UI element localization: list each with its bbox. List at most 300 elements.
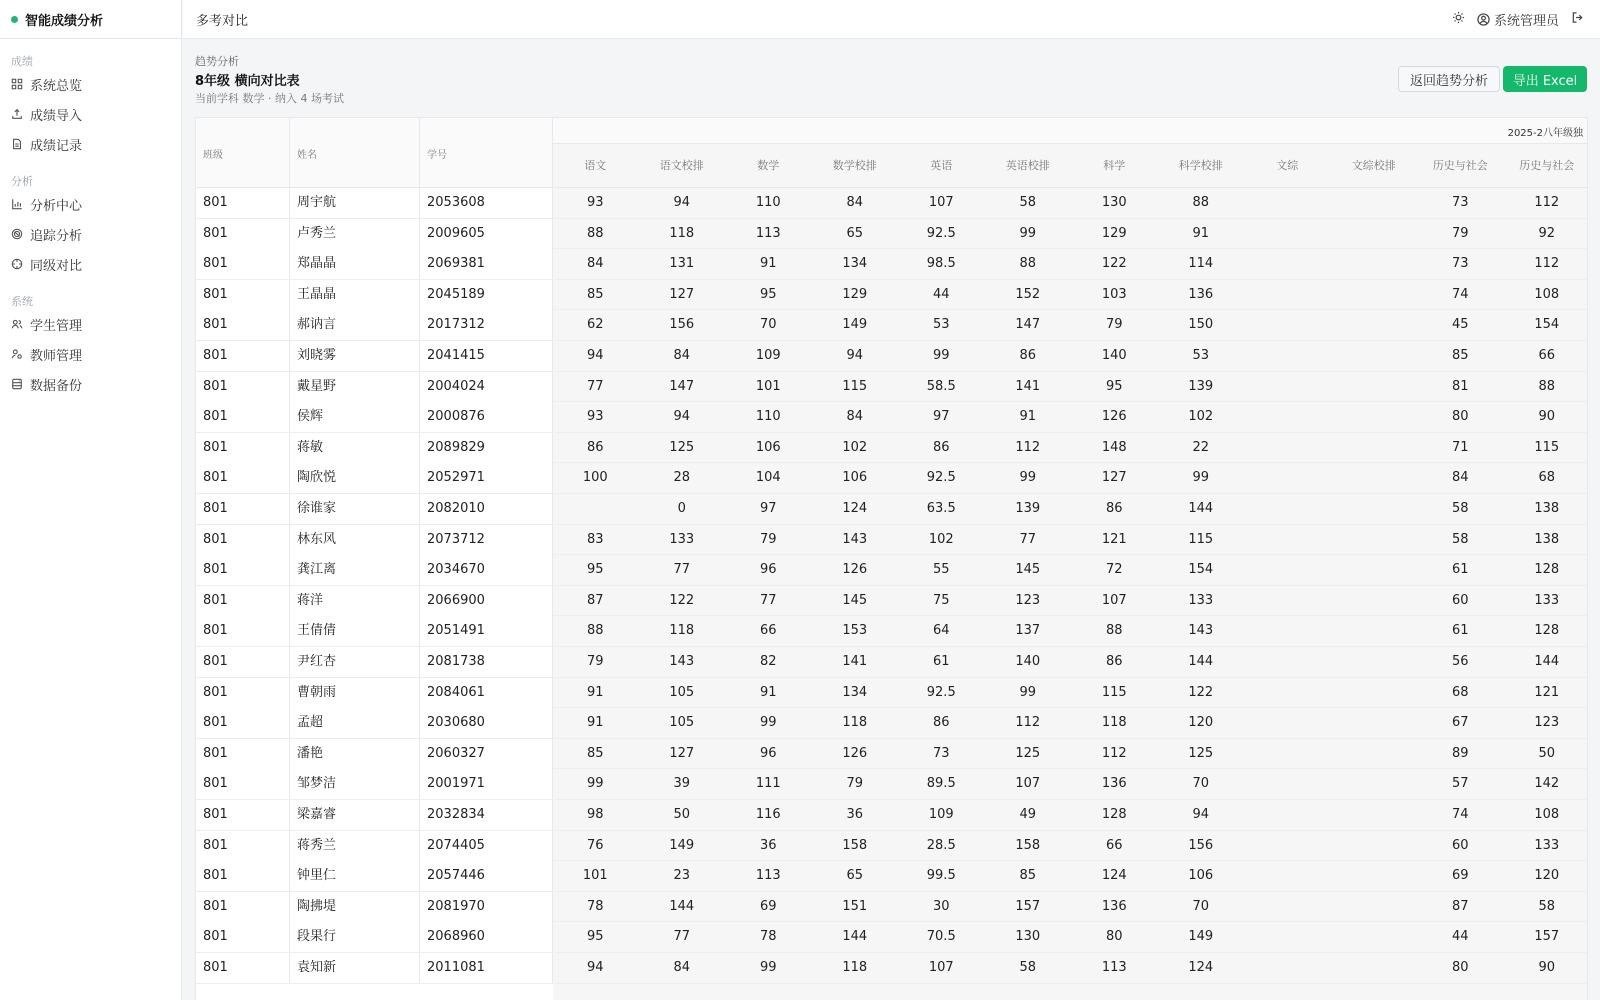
score-cell: 77 (586, 378, 604, 394)
column-header[interactable]: 语文校排 (639, 144, 726, 188)
table-row[interactable] (196, 892, 1588, 923)
theme-toggle-icon[interactable] (1452, 11, 1465, 28)
name-cell: 曹朝雨 (290, 678, 420, 708)
score-cell: 125 (1188, 745, 1214, 761)
score-cell: 109 (928, 807, 954, 822)
score-cell: 58 (1451, 531, 1469, 547)
sidebar-item[interactable] (0, 309, 181, 339)
student-id-cell: 2081970 (420, 892, 553, 922)
score-cell: 122 (1101, 256, 1127, 272)
score-cell: 101 (755, 378, 781, 394)
score-cell: 134 (842, 684, 868, 700)
name-cell: 袁知新 (290, 953, 420, 983)
score-cell (1331, 188, 1418, 218)
score-cell: 79 (846, 776, 864, 792)
score-cell (1244, 769, 1331, 799)
score-cell (1244, 310, 1331, 340)
class-cell: 801 (196, 892, 290, 922)
topbar-actions (1452, 0, 1584, 39)
column-header[interactable]: 英语 (898, 144, 985, 188)
score-cell: 96 (759, 745, 777, 761)
score-cell: 95 (586, 929, 604, 945)
column-header[interactable]: 文综校排 (1331, 144, 1418, 188)
score-cell: 88 (1105, 623, 1123, 639)
score-cell: 86 (586, 439, 604, 455)
nav-section-label: 系统 (11, 295, 33, 308)
score-cell: 157 (1015, 898, 1041, 914)
user-icon (1477, 13, 1490, 26)
column-header[interactable]: 历史与社会 (1504, 144, 1589, 188)
table-row[interactable] (196, 953, 1588, 984)
class-cell: 801 (196, 402, 290, 432)
name-cell: 段果行 (290, 922, 420, 952)
score-cell: 145 (1015, 562, 1041, 578)
score-cell: 120 (1188, 715, 1214, 731)
sidebar-item[interactable] (0, 129, 181, 159)
score-cell: 112 (1015, 715, 1041, 731)
score-cell (1331, 525, 1418, 555)
sidebar-item[interactable] (0, 99, 181, 129)
class-cell: 801 (196, 219, 290, 249)
score-cell: 99 (1019, 684, 1037, 700)
page-subtitle: 当前学科 数学 · 纳入 4 场考试 (195, 92, 344, 105)
student-id-cell: 2011081 (420, 953, 553, 983)
sidebar-item-label: 数据备份 (30, 378, 83, 394)
score-cell (1244, 953, 1331, 983)
score-cell: 144 (669, 898, 695, 914)
score-cell (1331, 739, 1418, 769)
class-cell: 801 (196, 678, 290, 708)
score-cell: 156 (1188, 837, 1214, 853)
score-cell: 86 (1105, 654, 1123, 669)
table-row[interactable] (196, 616, 1588, 647)
class-cell: 801 (196, 341, 290, 371)
score-cell: 91 (759, 684, 777, 700)
score-cell: 151 (842, 898, 868, 914)
score-cell: 95 (759, 286, 777, 302)
table-row[interactable] (196, 525, 1588, 556)
brand[interactable] (0, 0, 181, 39)
score-cell: 115 (842, 378, 868, 394)
class-cell: 801 (196, 555, 290, 585)
score-cell (1331, 800, 1418, 830)
score-cell: 80 (1451, 409, 1469, 425)
score-cell: 130 (1101, 195, 1127, 210)
column-header[interactable]: 科学校排 (1158, 144, 1245, 188)
back-to-trend-button[interactable]: 返回趋势分析 (1398, 66, 1500, 92)
score-cell (1244, 494, 1331, 524)
score-cell: 126 (1101, 409, 1127, 425)
score-cell: 78 (759, 929, 777, 945)
table-row[interactable] (196, 831, 1588, 862)
score-cell: 108 (1534, 807, 1560, 822)
score-cell: 94 (673, 195, 691, 210)
score-cell (1331, 341, 1418, 371)
table-row[interactable] (196, 402, 1588, 433)
sidebar-item[interactable] (0, 189, 181, 219)
score-cell: 49 (1019, 807, 1037, 822)
score-cell: 121 (1534, 684, 1560, 700)
score-cell (1331, 647, 1418, 677)
score-cell: 113 (755, 225, 781, 241)
score-cell: 147 (1015, 317, 1041, 333)
student-id-cell: 2052971 (420, 463, 553, 493)
table-row[interactable] (196, 188, 1588, 219)
sidebar-item[interactable] (0, 69, 181, 99)
score-cell: 125 (1015, 745, 1041, 761)
score-cell: 133 (1534, 592, 1560, 608)
class-cell: 801 (196, 739, 290, 769)
score-cell: 133 (669, 531, 695, 547)
score-cell: 91 (1192, 225, 1210, 241)
score-cell: 73 (1451, 195, 1469, 210)
student-id-cell: 2032834 (420, 800, 553, 830)
score-cell: 100 (582, 470, 608, 486)
score-cell (1244, 433, 1331, 463)
score-cell: 58 (1538, 898, 1556, 914)
score-cell: 144 (842, 929, 868, 945)
score-cell (1331, 310, 1418, 340)
score-cell: 143 (842, 531, 868, 547)
score-cell: 86 (1019, 348, 1037, 363)
nav-section-label: 分析 (11, 175, 33, 188)
score-cell: 136 (1101, 776, 1127, 792)
column-header[interactable]: 语文 (552, 144, 639, 188)
score-cell: 143 (1188, 623, 1214, 639)
score-cell (1331, 280, 1418, 310)
score-cell: 77 (673, 562, 691, 578)
student-id-cell: 2034670 (420, 555, 553, 585)
nav-section-label: 成绩 (11, 55, 33, 68)
score-cell (1244, 800, 1331, 830)
document-icon (11, 138, 23, 150)
score-cell: 107 (928, 195, 954, 210)
teacher-icon (11, 348, 23, 360)
score-cell: 88 (586, 225, 604, 241)
score-cell: 102 (842, 439, 868, 455)
score-cell: 55 (932, 562, 950, 578)
score-cell: 109 (755, 348, 781, 363)
score-cell (1331, 708, 1418, 738)
score-cell (1331, 433, 1418, 463)
table-row[interactable] (196, 739, 1588, 770)
score-cell (1331, 494, 1418, 524)
score-cell: 63.5 (926, 501, 956, 516)
score-cell: 158 (1015, 837, 1041, 853)
score-cell: 84 (846, 195, 864, 210)
column-header[interactable]: 数学 (725, 144, 812, 188)
score-cell (1244, 922, 1331, 952)
score-cell: 95 (1105, 378, 1123, 394)
score-cell: 105 (669, 684, 695, 700)
score-cell (1331, 922, 1418, 952)
score-cell: 90 (1538, 409, 1556, 425)
score-cell (1331, 249, 1418, 279)
score-cell: 122 (1188, 684, 1214, 700)
score-cell: 153 (842, 623, 868, 639)
column-header[interactable]: 姓名 (290, 118, 420, 188)
name-cell: 蒋敏 (290, 433, 420, 463)
score-cell: 99.5 (926, 868, 956, 884)
score-cell: 110 (755, 195, 781, 210)
score-cell: 80 (1451, 960, 1469, 975)
column-header[interactable]: 班级 (196, 118, 290, 188)
table-row[interactable] (196, 769, 1588, 800)
score-cell: 124 (842, 501, 868, 516)
sidebar-item-label: 成绩导入 (30, 108, 83, 124)
table-row[interactable] (196, 249, 1588, 280)
sidebar-item[interactable] (0, 249, 181, 279)
score-cell: 124 (1101, 868, 1127, 884)
score-cell: 116 (755, 807, 781, 822)
student-id-cell: 2057446 (420, 861, 553, 891)
score-cell: 58 (1019, 960, 1037, 975)
score-cell: 115 (1534, 439, 1560, 455)
column-header[interactable]: 历史与社会 (1417, 144, 1504, 188)
name-cell: 蒋洋 (290, 586, 420, 616)
table-row[interactable] (196, 678, 1588, 709)
score-cell (1244, 463, 1331, 493)
sidebar-item-label: 分析中心 (30, 198, 83, 214)
score-cell: 112 (1534, 195, 1560, 210)
student-id-cell: 2001971 (420, 769, 553, 799)
score-cell: 105 (669, 715, 695, 731)
score-cell: 69 (1451, 868, 1469, 884)
table-row[interactable] (196, 922, 1588, 953)
score-cell: 112 (1015, 439, 1041, 455)
class-cell: 801 (196, 372, 290, 402)
score-cell: 107 (1015, 776, 1041, 792)
table-row[interactable] (196, 861, 1588, 892)
student-id-cell: 2041415 (420, 341, 553, 371)
export-excel-button[interactable]: 导出 Excel (1503, 66, 1587, 92)
grid-icon (11, 78, 23, 90)
score-cell: 78 (586, 898, 604, 914)
score-cell: 79 (1105, 317, 1123, 333)
score-cell: 69 (759, 898, 777, 914)
score-cell: 107 (928, 960, 954, 975)
name-cell: 潘艳 (290, 739, 420, 769)
score-cell: 87 (1451, 898, 1469, 914)
score-cell (1244, 708, 1331, 738)
sidebar-item[interactable] (0, 339, 181, 369)
name-cell: 孟超 (290, 708, 420, 738)
score-cell: 93 (586, 195, 604, 210)
score-cell: 86 (1105, 501, 1123, 516)
student-id-cell: 2053608 (420, 188, 553, 218)
score-cell: 68 (1451, 684, 1469, 700)
name-cell: 卢秀兰 (290, 219, 420, 249)
score-cell: 154 (1534, 317, 1560, 333)
table-row[interactable] (196, 310, 1588, 341)
logout-icon[interactable] (1571, 11, 1584, 28)
score-cell: 122 (669, 592, 695, 608)
class-cell: 801 (196, 616, 290, 646)
score-cell: 58 (1019, 195, 1037, 210)
score-cell: 94 (586, 348, 604, 363)
score-cell: 144 (1188, 654, 1214, 669)
score-cell: 66 (1105, 837, 1123, 853)
score-cell: 45 (1451, 317, 1469, 333)
score-cell: 22 (1192, 439, 1210, 455)
score-cell (1244, 372, 1331, 402)
name-cell: 陶欣悦 (290, 463, 420, 493)
name-cell: 尹红杏 (290, 647, 420, 677)
table-row[interactable] (196, 433, 1588, 464)
score-cell: 67 (1451, 715, 1469, 731)
score-cell (1244, 831, 1331, 861)
score-cell: 114 (1188, 256, 1214, 272)
score-cell: 53 (1192, 348, 1210, 363)
score-cell: 61 (932, 654, 950, 669)
score-cell (1331, 953, 1418, 983)
score-cell: 125 (669, 439, 695, 455)
score-cell: 79 (1451, 225, 1469, 241)
column-header[interactable]: 英语校排 (985, 144, 1072, 188)
score-cell: 86 (932, 439, 950, 455)
score-cell (1244, 525, 1331, 555)
score-cell: 65 (846, 868, 864, 884)
name-cell: 林东风 (290, 525, 420, 555)
table-row[interactable] (196, 647, 1588, 678)
score-cell: 123 (1534, 715, 1560, 731)
class-cell: 801 (196, 922, 290, 952)
score-cell: 127 (669, 745, 695, 761)
score-cell: 94 (586, 960, 604, 975)
score-cell: 64 (932, 623, 950, 639)
table-row[interactable] (196, 586, 1588, 617)
score-cell (1331, 586, 1418, 616)
score-cell: 118 (1101, 715, 1127, 731)
score-cell: 81 (1451, 378, 1469, 394)
score-cell: 156 (669, 317, 695, 333)
student-id-cell: 2045189 (420, 280, 553, 310)
table-row[interactable] (196, 708, 1588, 739)
student-id-cell: 2081738 (420, 647, 553, 677)
table-row[interactable] (196, 219, 1588, 250)
table-row[interactable] (196, 341, 1588, 372)
score-cell: 110 (755, 409, 781, 425)
score-cell: 94 (673, 409, 691, 425)
class-cell: 801 (196, 280, 290, 310)
score-cell: 28 (673, 470, 691, 486)
score-cell: 102 (928, 531, 954, 547)
sidebar-item-label: 同级对比 (30, 258, 83, 274)
class-cell: 801 (196, 188, 290, 218)
score-cell (1331, 463, 1418, 493)
sidebar-item-label: 教师管理 (30, 348, 83, 364)
table-row[interactable] (196, 463, 1588, 494)
score-cell: 77 (673, 929, 691, 945)
name-cell: 刘晓雾 (290, 341, 420, 371)
sidebar-item[interactable] (0, 369, 181, 399)
sidebar-item-label: 追踪分析 (30, 228, 83, 244)
score-cell: 76 (586, 837, 604, 853)
app-title: 智能成绩分析 (25, 13, 104, 29)
student-id-cell: 2009605 (420, 219, 553, 249)
score-cell: 90 (1538, 960, 1556, 975)
score-cell: 147 (669, 378, 695, 394)
class-cell: 801 (196, 861, 290, 891)
score-cell: 115 (1101, 684, 1127, 700)
sidebar-nav (0, 39, 181, 399)
score-cell: 140 (1101, 348, 1127, 363)
score-cell: 92.5 (926, 470, 956, 486)
score-cell: 53 (932, 317, 950, 333)
name-cell: 侯辉 (290, 402, 420, 432)
score-cell: 89.5 (926, 776, 956, 792)
column-header[interactable]: 文综 (1244, 144, 1331, 188)
score-cell: 137 (1015, 623, 1041, 639)
score-cell: 104 (755, 470, 781, 486)
score-cell: 129 (842, 286, 868, 302)
column-header[interactable]: 数学校排 (812, 144, 899, 188)
main-content (183, 40, 1600, 1000)
student-id-cell: 2069381 (420, 249, 553, 279)
score-cell (1331, 219, 1418, 249)
score-cell: 28.5 (926, 837, 956, 853)
score-cell: 84 (673, 348, 691, 363)
table-row[interactable] (196, 555, 1588, 586)
score-cell: 73 (932, 745, 950, 761)
user-menu[interactable] (1477, 10, 1559, 29)
table-row[interactable] (196, 280, 1588, 311)
score-cell: 0 (677, 501, 686, 516)
breadcrumb[interactable]: 趋势分析 (195, 55, 239, 68)
score-cell: 128 (1534, 623, 1560, 639)
score-cell: 136 (1188, 286, 1214, 302)
sidebar (0, 0, 182, 1000)
score-cell: 58.5 (926, 378, 956, 394)
column-header[interactable]: 科学 (1071, 144, 1158, 188)
score-cell (1244, 341, 1331, 371)
score-cell: 126 (842, 745, 868, 761)
score-cell: 85 (586, 286, 604, 302)
score-cell: 93 (586, 409, 604, 425)
score-cell: 140 (1015, 654, 1041, 669)
score-cell: 124 (1188, 960, 1214, 975)
class-cell: 801 (196, 586, 290, 616)
score-cell: 50 (1538, 745, 1556, 761)
class-cell: 801 (196, 953, 290, 983)
table-row[interactable] (196, 800, 1588, 831)
score-cell: 139 (1015, 501, 1041, 516)
score-cell (1244, 678, 1331, 708)
class-cell: 801 (196, 310, 290, 340)
score-cell: 141 (842, 654, 868, 669)
score-cell (1331, 769, 1418, 799)
table-row[interactable] (196, 494, 1588, 525)
score-cell: 102 (1188, 409, 1214, 425)
score-cell: 96 (759, 562, 777, 578)
score-cell: 133 (1188, 592, 1214, 608)
score-cell (1244, 647, 1331, 677)
score-cell: 56 (1451, 654, 1469, 669)
table-row[interactable] (196, 372, 1588, 403)
comparison-table[interactable] (195, 117, 1588, 1000)
score-cell: 133 (1534, 837, 1560, 853)
column-header[interactable]: 学号 (420, 118, 553, 188)
score-cell: 83 (586, 531, 604, 547)
score-cell: 138 (1534, 501, 1560, 516)
score-cell (1244, 861, 1331, 891)
score-cell: 98 (586, 807, 604, 822)
name-cell: 徐谁家 (290, 494, 420, 524)
sidebar-item[interactable] (0, 219, 181, 249)
brand-dot-icon (11, 16, 18, 23)
score-cell: 99 (1019, 470, 1037, 486)
score-cell: 121 (1101, 531, 1127, 547)
